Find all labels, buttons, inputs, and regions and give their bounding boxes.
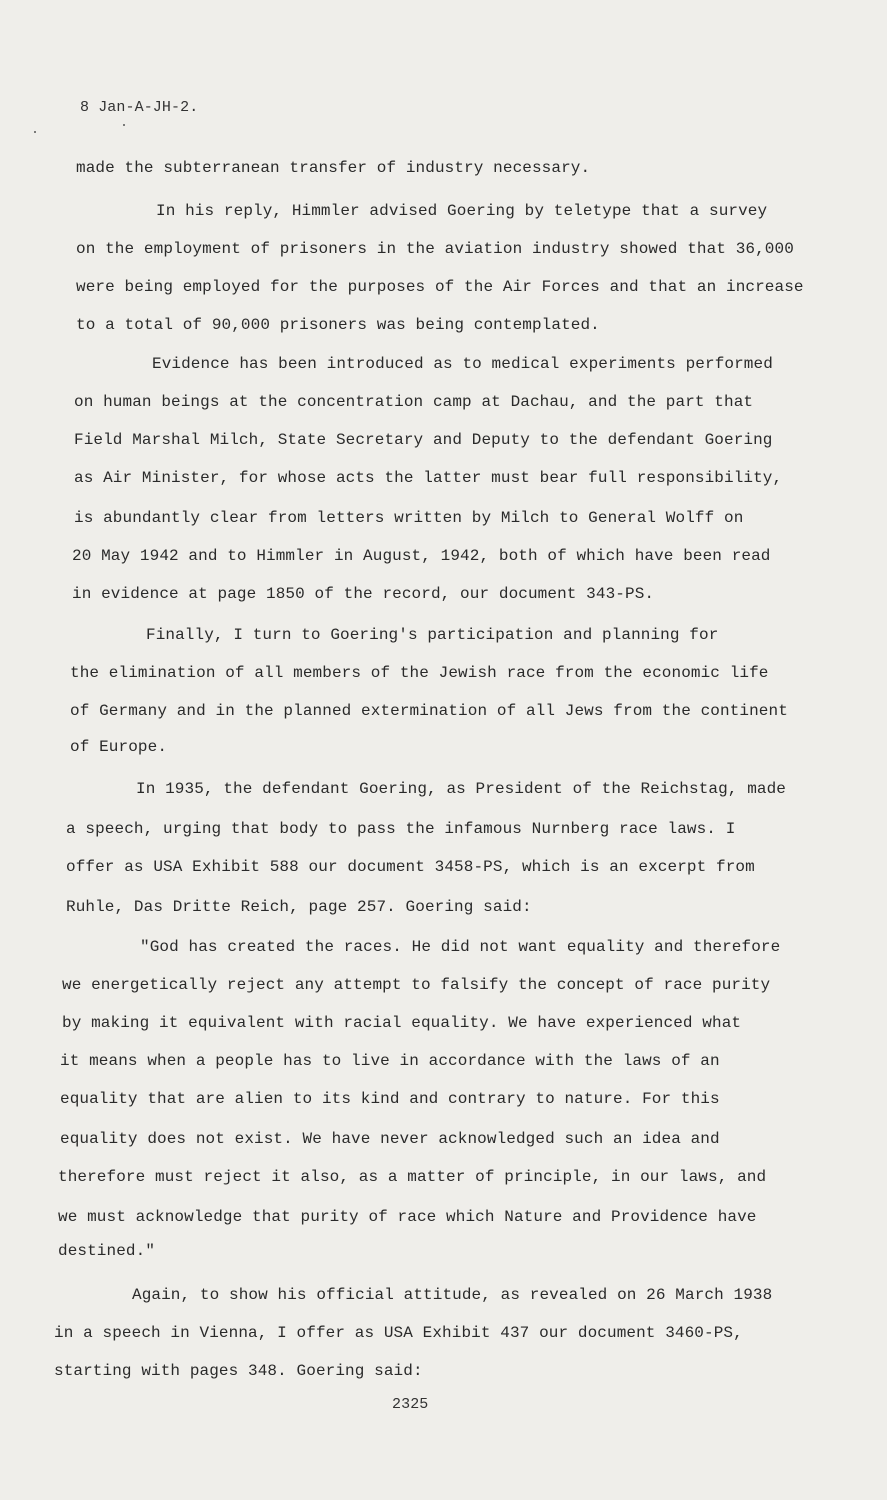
text-line: In his reply, Himmler advised Goering by teletype that a survey [156, 202, 768, 220]
text-line: offer as USA Exhibit 588 our document 3458-PS, which is an excerpt from [66, 858, 755, 876]
text-line: made the subterranean transfer of industry necessary. [76, 159, 591, 177]
quote-line: equality that are alien to its kind and contrary to nature. For this [60, 1090, 720, 1108]
quote-line: it means when a people has to live in accordance with the laws of an [60, 1052, 720, 1070]
text-line: Again, to show his official attitude, as revealed on 26 March 1938 [132, 1286, 773, 1304]
text-line: In 1935, the defendant Goering, as President of the Reichstag, made [136, 780, 787, 798]
text-line: of Europe. [70, 738, 168, 756]
stray-ink-mark [123, 124, 125, 126]
text-line: Finally, I turn to Goering's participation and planning for [146, 626, 719, 644]
text-line: in evidence at page 1850 of the record, our document 343-PS. [72, 585, 655, 603]
text-line: were being employed for the purposes of the Air Forces and that an increase [76, 278, 804, 296]
text-line: on human beings at the concentration camp at Dachau, and the part that [74, 393, 754, 411]
text-line: of Germany and in the planned extermination of all Jews from the continent [70, 702, 788, 720]
quote-line: we energetically reject any attempt to falsify the concept of race purity [62, 976, 771, 994]
quote-line: therefore must reject it also, as a matter of principle, in our laws, and [58, 1168, 767, 1186]
text-line: a speech, urging that body to pass the infamous Nurnberg race laws. I [66, 820, 736, 838]
text-line: the elimination of all members of the Jewish race from the economic life [70, 664, 769, 682]
quote-line: destined." [58, 1242, 156, 1260]
text-line: 20 May 1942 and to Himmler in August, 1942, both of which have been read [72, 547, 771, 565]
text-line: Evidence has been introduced as to medical experiments performed [152, 355, 773, 373]
quote-line: equality does not exist. We have never acknowledged such an idea and [60, 1130, 720, 1148]
page-header: 8 Jan-A-JH-2. [80, 99, 199, 116]
text-line: Field Marshal Milch, State Secretary and Deputy to the defendant Goering [74, 431, 773, 449]
text-line: as Air Minister, for whose acts the latter must bear full responsibility, [74, 469, 783, 487]
quote-line: "God has created the races. He did not want equality and therefore [140, 938, 781, 956]
text-line: Ruhle, Das Dritte Reich, page 257. Goering said: [66, 898, 532, 916]
page-number: 2325 [392, 1396, 429, 1413]
quote-line: we must acknowledge that purity of race which Nature and Providence have [58, 1208, 757, 1226]
text-line: starting with pages 348. Goering said: [54, 1362, 423, 1380]
text-line: is abundantly clear from letters written by Milch to General Wolff on [74, 509, 744, 527]
text-line: on the employment of prisoners in the aviation industry showed that 36,000 [76, 240, 794, 258]
quote-line: by making it equivalent with racial equality. We have experienced what [62, 1014, 742, 1032]
stray-ink-mark [34, 131, 36, 133]
text-line: to a total of 90,000 prisoners was being contemplated. [76, 316, 600, 334]
text-line: in a speech in Vienna, I offer as USA Exhibit 437 our document 3460-PS, [54, 1324, 743, 1342]
